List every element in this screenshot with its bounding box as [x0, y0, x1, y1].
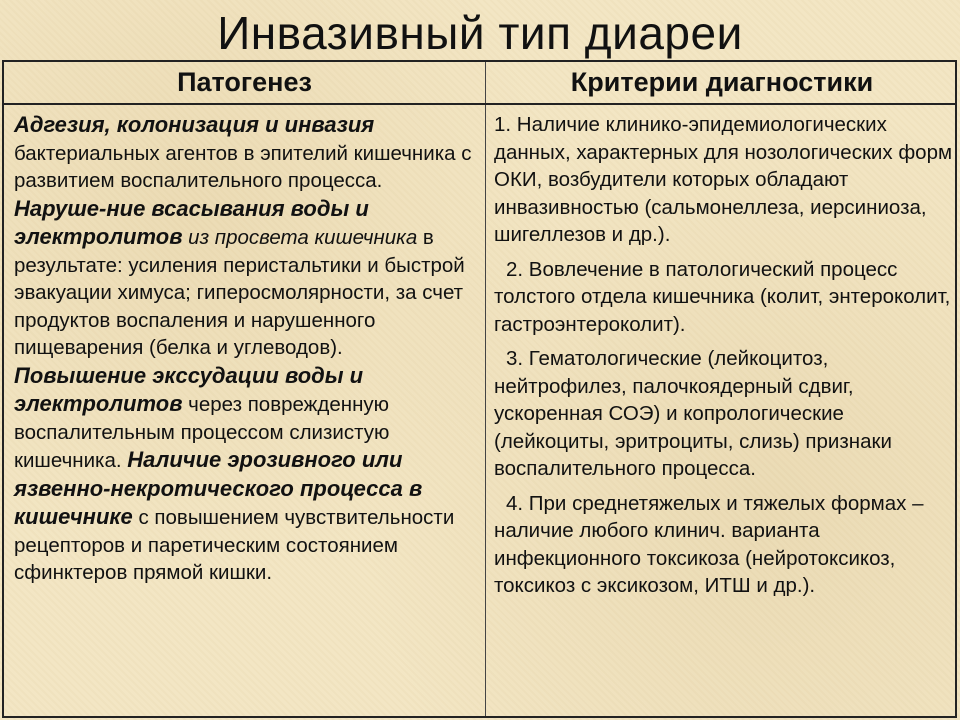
column-divider — [485, 62, 486, 716]
pathogenesis-cell — [14, 111, 480, 587]
pathogenesis-text-adhesion: бактериальных агентов в эпителий кишечника с развитием воспалительного процесса. — [14, 141, 472, 192]
slide-title: Инвазивный тип диареи — [217, 7, 743, 59]
pathogenesis-emphasis-absorption: Наруше-ние всасывания воды и электролитов — [14, 195, 369, 249]
pathogenesis-text-absorption: в результате: усиления перистальтики и быстрой эвакуации химуса; гиперосмолярности, за счет продуктов воспаления и нарушенного пищеварения (белка и углеводов). — [14, 226, 465, 359]
pathogenesis-text-exudation: через поврежденную воспалительным процессом слизистую кишечника. — [14, 393, 390, 472]
header-pathogenesis: Патогенез — [177, 67, 312, 97]
pathogenesis-emphasis-exudation: Повышение экссудации воды и электролитов — [14, 362, 364, 416]
criteria-cell — [494, 111, 954, 607]
header-diagnostic-criteria: Критерии диагностики — [570, 67, 874, 97]
table-header-row — [4, 62, 955, 105]
pathogenesis-emphasis-adhesion: Адгезия, колонизация и инвазия — [14, 112, 375, 137]
criterion-item-1: 1. Наличие клинико-эпидемиологических данных, характерных для нозологических форм ОКИ, возбудители которых обладают инвазивностью (сальмонеллеза, иерсиниоза, шигеллезов и др.). — [494, 113, 953, 246]
pathogenesis-italic-lumen: из просвета кишечника — [182, 226, 418, 249]
criterion-item-4: 4. При среднетяжелых и тяжелых формах – наличие любого клинич. варианта инфекционного токсикоза (нейротоксикоз, токсикоз с эксикозом, ИТШ и др.). — [494, 491, 924, 597]
pathogenesis-text-erosive: с повышением чувствительности рецепторов и паретическим состоянием сфинктеров прямой кишки. — [14, 506, 455, 584]
criteria-table — [2, 60, 957, 718]
pathogenesis-emphasis-erosive: Наличие эрозивного или язвенно-некротического процесса в кишечнике — [14, 447, 423, 529]
criterion-item-2: 2. Вовлечение в патологический процесс толстого отдела кишечника (колит, энтероколит, гастроэнтероколит). — [494, 257, 951, 336]
criterion-item-3: 3. Гематологические (лейкоцитоз, нейтрофилез, палочкоядерный сдвиг, ускоренная СОЭ) и копрологические (лейкоциты, эритроциты, слизь) признаки воспалительного процесса. — [494, 347, 892, 480]
